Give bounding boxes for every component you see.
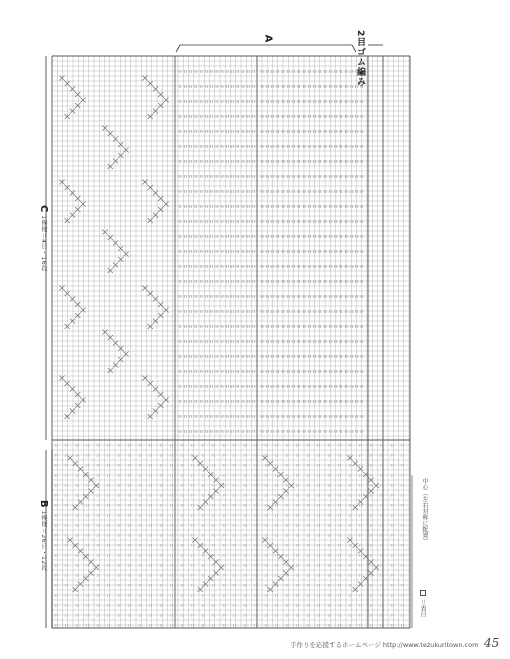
section-a-label: A [262, 34, 274, 43]
section-c-note: 1模様＝4目・16段 [40, 215, 47, 272]
cable-cross-symbols [59, 76, 378, 593]
chart-grid [52, 56, 410, 628]
legend-text: ＝表目 [419, 599, 426, 618]
section-brackets [46, 45, 412, 628]
center-note: 中心（左右対称に配置） [421, 478, 428, 544]
footer-text: 手作りを応援するホームページ http://www.tezukuritown.com [290, 641, 479, 649]
legend [418, 590, 427, 617]
section-b-label [38, 500, 49, 571]
section-b-letter: B [38, 500, 49, 509]
section-b-note: 1模様＝26目・12段 [40, 510, 47, 572]
rib-label: 2目ゴム編み [355, 30, 365, 88]
section-c-label [38, 205, 49, 272]
page-number: 45 [484, 636, 500, 650]
legend-box-icon [420, 590, 426, 596]
section-c-letter: C [38, 205, 49, 213]
